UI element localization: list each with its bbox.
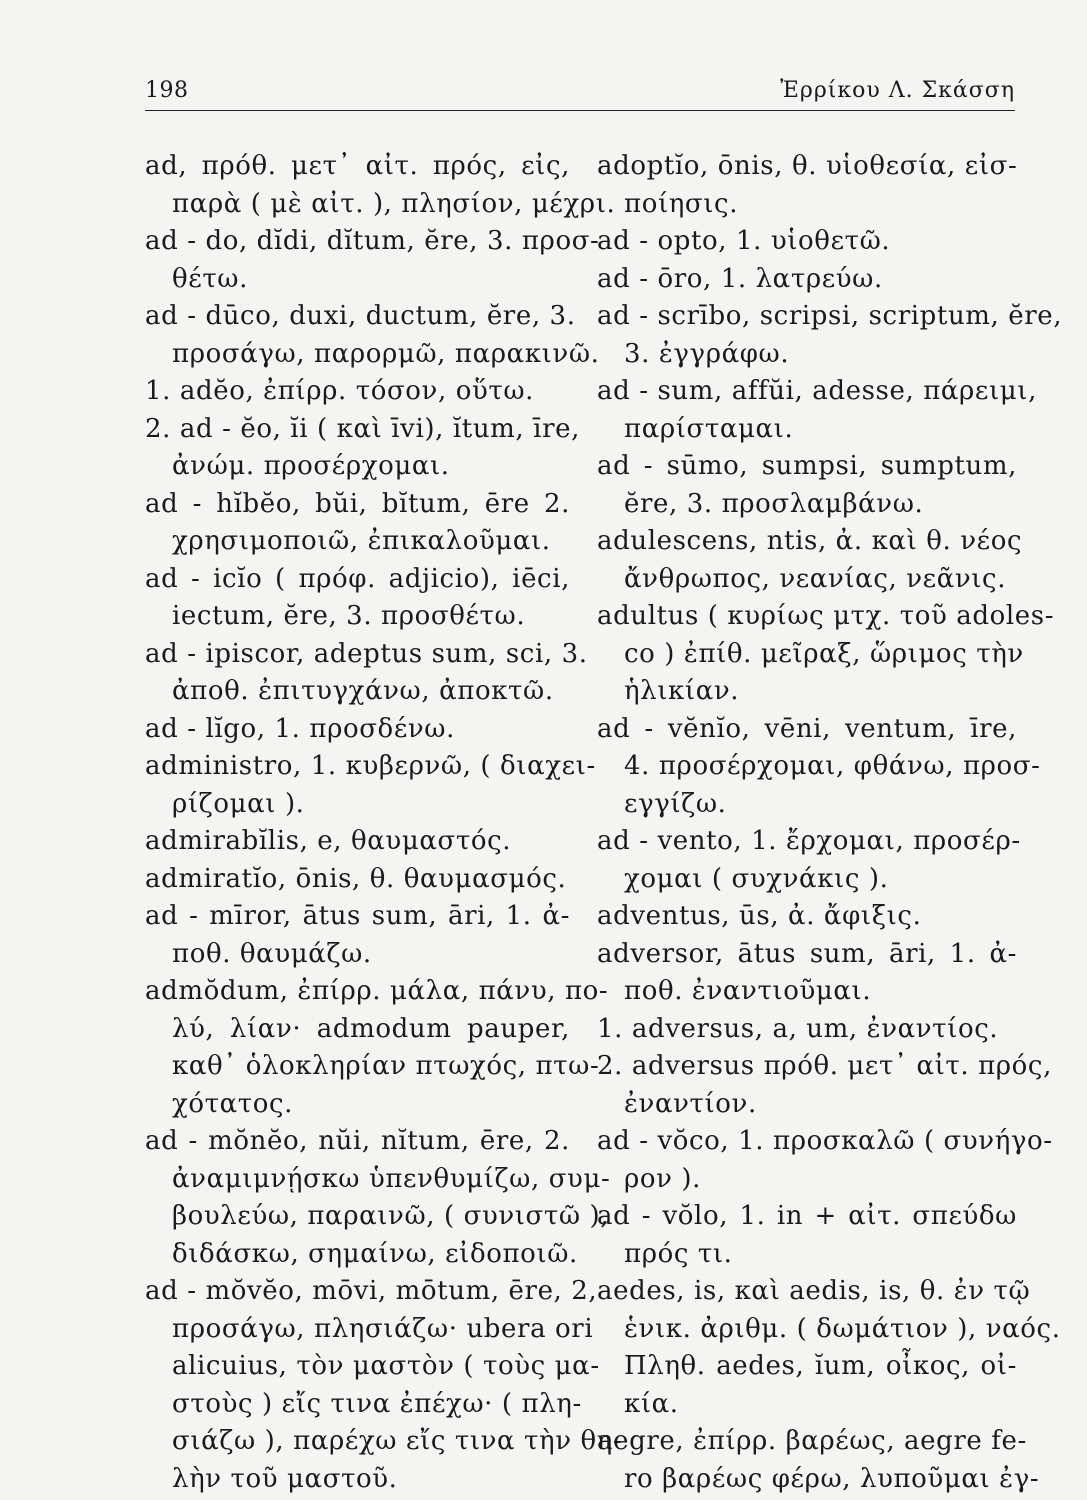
entry-line: πρός τι. — [624, 1238, 733, 1269]
entry-line: στοὺς ) εἴς τινα ἐπέχω· ( πλη- — [172, 1388, 582, 1419]
entry-line: εγγίζω. — [624, 788, 727, 819]
entry-line: ἄνθρωπος, νεανίας, νεᾶνις. — [624, 563, 1007, 594]
entry-line: admiratĭo, ōnis, θ. θαυμασμός. — [145, 863, 567, 894]
page-header — [145, 70, 1015, 111]
entry-line: ad - mŏnĕo, nŭi, nĭtum, ēre, 2. — [145, 1126, 570, 1156]
entry-line: aedes, is, καὶ aedis, is, θ. ἐν τῷ — [597, 1276, 1031, 1306]
entry-line: admŏdum, ἐπίρρ. μάλα, πάνυ, πο- — [145, 976, 609, 1006]
entry-line: ρον ). — [624, 1163, 702, 1194]
entry-line: θέτω. — [172, 263, 248, 294]
entry-line: χότατος. — [172, 1088, 294, 1119]
entry-line: ĕre, 3. προσλαμβάνω. — [624, 488, 924, 519]
entry-line: ποθ. ἐναντιοῦμαι. — [624, 976, 872, 1006]
entry-line: ἀποθ. ἐπιτυγχάνω, ἀποκτῶ. — [172, 676, 554, 706]
entry-line: ἐναντίον. — [624, 1088, 757, 1119]
entry-line: βουλεύω, παραινῶ, ( συνιστῶ ), — [172, 1201, 610, 1231]
entry-line: adversor, ātus sum, āri, 1. ἀ- — [597, 938, 1017, 969]
entry-line: 4. προσέρχομαι, φθάνω, προσ- — [624, 751, 1041, 781]
entry-line: ποίησις. — [624, 188, 739, 219]
entry-line: adventus, ūs, ἀ. ἄφιξις. — [597, 901, 922, 931]
left-column — [145, 148, 623, 1498]
entry-line: ad - vĕnĭo, vēni, ventum, īre, — [597, 713, 1017, 744]
entry-line: χομαι ( συχνάκις ). — [624, 863, 889, 894]
entry-line: ad - mīror, ātus sum, āri, 1. ἀ- — [145, 901, 570, 931]
entry-line: admirabĭlis, e, θαυμαστός. — [145, 826, 512, 856]
entry-line: ad - scrībo, scripsi, scriptum, ĕre, — [597, 301, 1063, 331]
entry-line: ad - mŏvĕo, mōvi, mōtum, ēre, 2, — [145, 1276, 598, 1306]
entry-line: ad - do, dĭdi, dĭtum, ĕre, 3. προσ- — [145, 226, 600, 256]
entry-line: προσάγω, πλησιάζω· ubera ori — [172, 1313, 594, 1344]
entry-line: ad - sūmo, sumpsi, sumptum, — [597, 451, 1017, 481]
running-title: Ἐρρίκου Λ. Σκάσση — [780, 78, 1015, 103]
entry-line: aegre, ἐπίρρ. βαρέως, aegre fe- — [597, 1426, 1027, 1456]
entry-line: 1. adversus, a, um, ἐναντίος. — [597, 1013, 999, 1044]
right-column — [597, 148, 1063, 1498]
entry-line: adultus ( κυρίως μτχ. τοῦ adoles- — [597, 601, 1055, 631]
entry-line: ad - vento, 1. ἔρχομαι, προσέρ- — [597, 826, 1021, 856]
entry-line: ad - ōro, 1. λατρεύω. — [597, 263, 883, 294]
entry-line: διδάσκω, σημαίνω, εἰδοποιῶ. — [172, 1238, 578, 1269]
entry-line: ἀναμιμνῄσκω ὑπενθυμίζω, συμ- — [172, 1163, 611, 1194]
entry-line: παρίσταμαι. — [624, 413, 794, 444]
entry-line: κία. — [624, 1388, 679, 1419]
entry-line: alicuius, τὸν μαστὸν ( τοὺς μα- — [172, 1351, 600, 1381]
entry-line: ad - lĭgo, 1. προσδένω. — [145, 713, 455, 744]
entry-line: ad, πρόθ. μετ᾿ αἰτ. πρός, εἰς, — [145, 151, 570, 181]
entry-line: παρὰ ( μὲ αἰτ. ), πλησίον, μέχρι. — [172, 188, 616, 219]
entry-line: προσάγω, παρορμῶ, παρακινῶ. — [172, 338, 600, 369]
entry-line: λύ, λίαν· admodum pauper, — [172, 1013, 570, 1044]
entry-line: ad - sum, affŭi, adesse, πάρειμι, — [597, 376, 1037, 406]
entry-line: ad - icĭo ( πρόφ. adjicio), iēci, — [145, 563, 570, 594]
entry-line: καθ᾿ ὁλοκληρίαν πτωχός, πτω- — [172, 1051, 600, 1081]
entry-line: co ) ἐπίθ. μεῖραξ, ὥριμος τὴν — [624, 638, 1024, 669]
entry-line: 1. adĕo, ἐπίρρ. τόσον, οὕτω. — [145, 376, 535, 406]
entry-line: ἡλικίαν. — [624, 676, 740, 706]
entry-line: 2. adversus πρόθ. μετ᾿ αἰτ. πρός, — [597, 1051, 1052, 1081]
entry-line: ἑνικ. ἀριθμ. ( δωμάτιον ), ναός. — [624, 1313, 1061, 1344]
entry-line: ad - hĭbĕo, bŭi, bĭtum, ēre 2. — [145, 488, 570, 519]
page-number: 198 — [145, 78, 189, 103]
entry-line: ποθ. θαυμάζω. — [172, 938, 372, 969]
entry-line: ad - opto, 1. υἱοθετῶ. — [597, 226, 891, 256]
entry-line: ad - vŏlo, 1. in + αἰτ. σπεύδω — [597, 1201, 1017, 1231]
entry-line: iectum, ĕre, 3. προσθέτω. — [172, 601, 526, 631]
entry-line: Πληθ. aedes, ĭum, οἶκος, οἰ- — [624, 1351, 1017, 1381]
entry-line: ad - dūco, duxi, ductum, ĕre, 3. — [145, 301, 576, 331]
entry-line: ad - vŏco, 1. προσκαλῶ ( συνήγο- — [597, 1126, 1053, 1156]
entry-line: χρησιμοποιῶ, ἐπικαλοῦμαι. — [172, 526, 551, 556]
entry-line: administro, 1. κυβερνῶ, ( διαχει- — [145, 751, 596, 781]
entry-line: ad - ipiscor, adeptus sum, sci, 3. — [145, 638, 588, 669]
entry-line: λὴν τοῦ μαστοῦ. — [172, 1463, 398, 1494]
entry-line: ἀνώμ. προσέρχομαι. — [172, 451, 450, 481]
entry-line: 2. ad - ĕo, ĭi ( καὶ īvi), ĭtum, īre, — [145, 413, 580, 444]
entry-line: adulescens, ntis, ἀ. καὶ θ. νέος — [597, 526, 1023, 556]
entry-line: 3. ἐγγράφω. — [624, 338, 790, 369]
entry-line: ρίζομαι ). — [172, 788, 305, 819]
entry-line: adoptĭo, ōnis, θ. υἱοθεσία, εἰσ- — [597, 151, 1018, 181]
entry-line: ro βαρέως φέρω, λυποῦμαι ἐγ- — [624, 1463, 1040, 1494]
entry-line: σιάζω ), παρέχω εἴς τινα τὴν θη- — [172, 1426, 623, 1456]
